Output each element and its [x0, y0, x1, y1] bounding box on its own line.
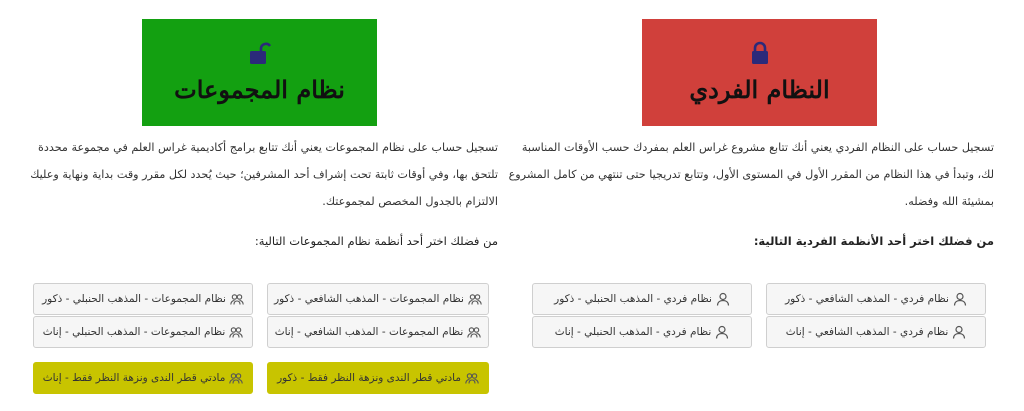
option-label: مادتي قطر الندى ونزهة النظر فقط - إناث: [42, 372, 226, 384]
groups-special-male-button[interactable]: [267, 362, 489, 394]
users-group-icon: [229, 371, 243, 385]
user-icon: [952, 325, 966, 339]
groups-description: تسجيل حساب على نظام المجموعات يعني أنك تتابع برامج أكاديمية غراس العلم في مجموعة محددة تلتحق بها، وفي أوقات ثابتة تحت إشراف أحد المشرفين؛ حيث يُحدد لكل مقرر وقت بداية ونهاية وعليك الالتزام بالجدول المخصص لمجموعتك.: [30, 141, 498, 208]
groups-system-title: نظام المجموعات: [174, 75, 345, 104]
option-label: نظام فردي - المذهب الشافعي - إناث: [785, 326, 949, 338]
users-group-icon: [468, 292, 482, 306]
individual-system-title: النظام الفردي: [689, 75, 830, 104]
option-label: نظام فردي - المذهب الحنبلي - ذكور: [554, 293, 712, 305]
individual-prompt: من فضلك اختر أحد الأنظمة الفردية التالية:: [753, 234, 994, 248]
lock-closed-icon: [749, 41, 771, 65]
groups-shafii-male-button[interactable]: [267, 283, 489, 315]
users-group-icon: [467, 325, 481, 339]
individual-hanbali-male-button[interactable]: [532, 283, 752, 315]
groups-system-banner[interactable]: [142, 19, 377, 126]
user-icon: [715, 325, 729, 339]
individual-shafii-male-button[interactable]: [766, 283, 986, 315]
users-group-icon: [229, 325, 243, 339]
groups-prompt: من فضلك اختر أحد أنظمة نظام المجموعات التالية:: [254, 234, 498, 248]
option-label: نظام المجموعات - المذهب الشافعي - إناث: [274, 326, 464, 338]
option-label: نظام المجموعات - المذهب الشافعي - ذكور: [274, 293, 464, 305]
option-label: مادتي قطر الندى ونزهة النظر فقط - ذكور: [277, 372, 461, 384]
users-group-icon: [465, 371, 479, 385]
groups-shafii-female-button[interactable]: [267, 316, 489, 348]
user-icon: [953, 292, 967, 306]
option-label: نظام المجموعات - المذهب الحنبلي - إناث: [42, 326, 226, 338]
users-group-icon: [230, 292, 244, 306]
individual-hanbali-female-button[interactable]: [532, 316, 752, 348]
groups-special-female-button[interactable]: [33, 362, 253, 394]
option-label: نظام فردي - المذهب الحنبلي - إناث: [554, 326, 712, 338]
individual-description: تسجيل حساب على النظام الفردي يعني أنك تتابع مشروع غراس العلم بمفردك حسب الأوقات المناسبة لك، وتبدأ في هذا النظام من المقرر الأول في المستوى الأول، وتتابع تدريجيا حتى تنتهي من كامل المشروع بمشيئة الله وفضله.: [508, 141, 994, 208]
lock-open-icon: [249, 41, 271, 65]
individual-system-banner[interactable]: [642, 19, 877, 126]
groups-hanbali-male-button[interactable]: [33, 283, 253, 315]
option-label: نظام فردي - المذهب الشافعي - ذكور: [785, 293, 949, 305]
individual-section: [504, 0, 994, 411]
groups-hanbali-female-button[interactable]: [33, 316, 253, 348]
option-label: نظام المجموعات - المذهب الحنبلي - ذكور: [42, 293, 226, 305]
groups-section: [22, 0, 498, 411]
user-icon: [716, 292, 730, 306]
individual-shafii-female-button[interactable]: [766, 316, 986, 348]
